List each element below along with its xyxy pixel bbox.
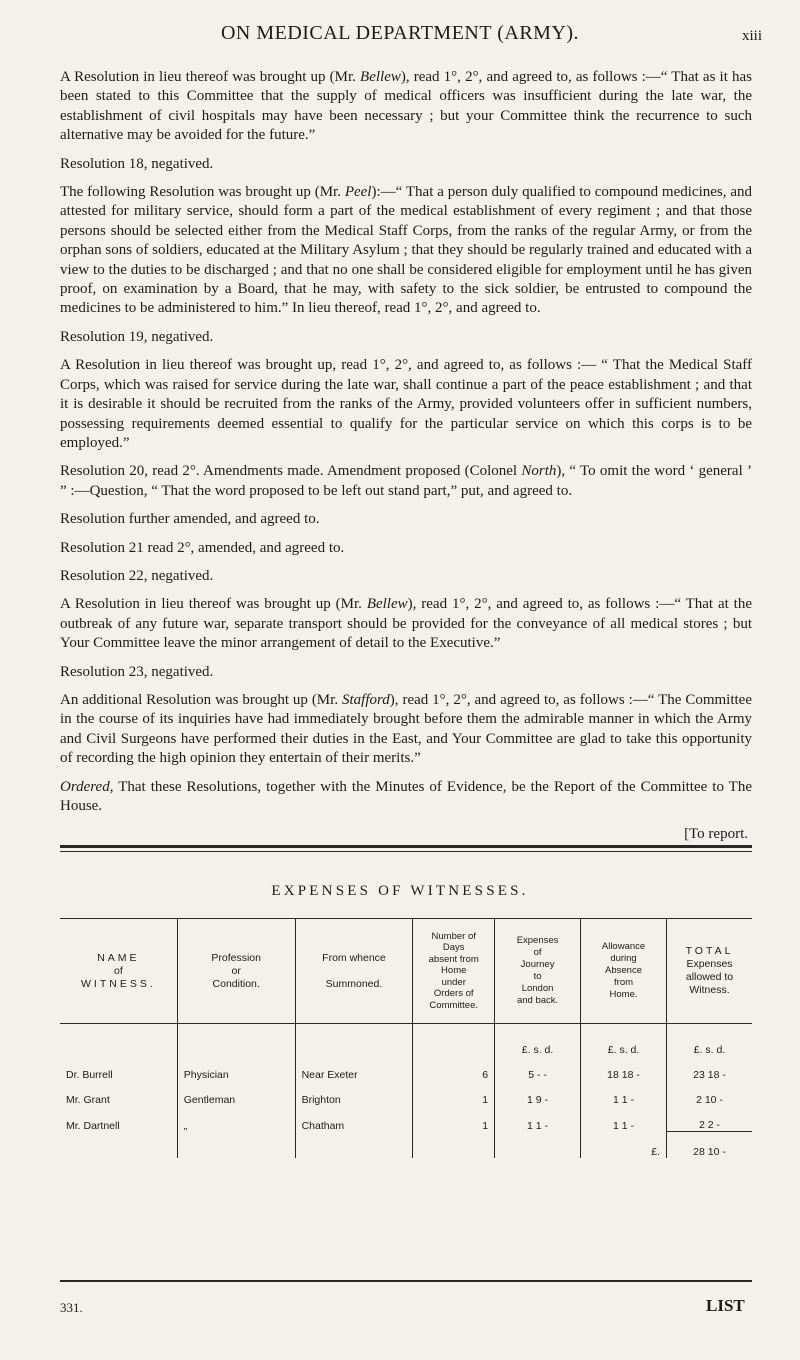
paragraph-peel-compounder: The following Resolution was brought up (Mr. Peel):—“ That a person duly qualified to compound medicines, and attested for military service, should form a part of the medical establishment of every regiment ; and that those persons should be selected either from the Medical Staff Corps, from the ranks of the regular Army, or from the orphan sons of soldiers, educated at the Military Asylum ; that they should be regularly trained and educated with a view to the duties to be discharged ; and that no one shall be considered eligible for employment until he has given proof, on examination by a Board, that he may, with safety to the sick soldier, be entrusted to compound the medicines to be administered to him.” In lieu thereof, read 1°, 2°, and agreed to. [60,184,752,317]
witness-row [60,1056,752,1081]
resolution-23: Resolution 23, negatived. [60,663,214,680]
header-name: NAME of WITNESS. [60,919,177,1024]
witness-from: Chatham [295,1106,413,1132]
witness-allowance: 1 1 - [581,1106,667,1132]
resolution-18: Resolution 18, negatived. [60,155,214,172]
catchword: LIST [706,1296,745,1315]
header-journey-expenses: Expenses of Journey to London and back. [495,919,581,1024]
page-number: xiii [742,28,763,44]
paragraph-bellew-transport: A Resolution in lieu thereof was brought up (Mr. Bellew), read 1°, 2°, and agreed to, as follows :—“ That at the outbreak of any future war, separate transport should be provided for the conveyance of all medical stores ; but Your Committee leave the minor arrangement of detail to the Executive.” [60,596,752,652]
paragraph-resolution-20: Resolution 20, read 2°. Amendments made. Amendment proposed (Colonel North), “ To omit the word ‘ general ’ ” :—Question, “ That the word proposed to be left out stand part,” put, and agreed to. [60,463,753,499]
witness-name: Mr. Dartnell [66,1119,120,1132]
witness-name: Mr. Grant [66,1094,110,1106]
total-row [60,1132,752,1159]
resolution-19: Resolution 19, negatived. [60,328,214,345]
total-label: £. [581,1132,667,1159]
minutes-text [60,68,752,845]
section-rule-thick [60,845,752,848]
signature-mark: 331. [60,1300,83,1315]
units-total: £. s. d. [667,1024,752,1057]
paragraph-stafford-commendation: An additional Resolution was brought up (Mr. Stafford), read 1°, 2°, and agreed to, as follows :—“ The Committee in the course of its inquiries have had immediately brought before them the admirable manner in which the Army and Civil Surgeons have performed their duties in the East, and Your Committee are glad to take this opportunity of recording the high opinion they entertain of their merits.” [60,691,752,767]
resolution-21: Resolution 21 read 2°, amended, and agreed to. [60,539,345,556]
running-head: ON MEDICAL DEPARTMENT (ARMY). [220,22,580,44]
witness-name: Dr. Burrell [66,1069,113,1081]
paragraph-ordered: Ordered, That these Resolutions, together with the Minutes of Evidence, be the Report of the Committee to The House. [60,778,752,814]
witness-from: Near Exeter [295,1056,413,1081]
resolution-22: Resolution 22, negatived. [60,567,214,584]
witness-days: 1 [413,1106,495,1132]
witness-total: 2 2 - [667,1106,752,1132]
paragraph-bellew-civil-hospitals: A Resolution in lieu thereof was brought up (Mr. Bellew), read 1°, 2°, and agreed to, as follows :—“ That as it has been stated to this Committee that the supply of medical officers was insufficient during the late war, the establishment of civil hospitals may have been necessary ; but your Committee think the recurrence to such alternative may be avoided for the future.” [60,69,752,144]
units-row [60,1024,752,1057]
witness-profession: Gentleman [177,1081,295,1106]
header-days-absent: Number of Days absent from Home under Orders of Committee. [413,919,495,1024]
expenses-title: EXPENSES OF WITNESSES. [271,883,529,899]
witness-journey: 1 1 - [495,1106,581,1132]
to-report-note: [To report. [684,826,748,843]
expenses-header-row [60,919,752,1024]
section-rule-thin [60,851,752,852]
witness-from: Brighton [295,1081,413,1106]
paragraph-medical-staff-corps: A Resolution in lieu thereof was brought up, read 1°, 2°, and agreed to, as follows :— “ That the Medical Staff Corps, which was raised for service during the late war, shall continue a part of the peace establishment ; and that it is desirable it should be recruited from the ranks of the Army, provided volunteers offer in sufficient numbers, possessing requirements deemed essential to qualify for the particular service on which this corps is to be employed.” [60,357,752,451]
witness-allowance: 18 18 - [581,1056,667,1081]
witness-profession: „ [177,1106,295,1132]
units-allowance: £. s. d. [581,1024,667,1057]
witness-days: 6 [413,1056,495,1081]
grand-total: 28 10 - [667,1132,752,1159]
resolution-further-amended: Resolution further amended, and agreed to. [60,511,320,528]
header-allowance: Allowance during Absence from Home. [581,919,667,1024]
units-journey: £. s. d. [495,1024,581,1057]
header-from-whence: From whence Summoned. [295,919,413,1024]
witness-total: 23 18 - [667,1056,752,1081]
witness-row [60,1106,752,1132]
witness-journey: 5 - - [495,1056,581,1081]
witness-journey: 1 9 - [495,1081,581,1106]
header-total: TOTAL Expenses allowed to Witness. [667,919,752,1024]
witness-profession: Physician [177,1056,295,1081]
bottom-rule [60,1280,752,1282]
witness-days: 1 [413,1081,495,1106]
header-profession: Profession or Condition. [177,919,295,1024]
witness-allowance: 1 1 - [581,1081,667,1106]
witness-total: 2 10 - [667,1081,752,1106]
witness-row [60,1081,752,1106]
expenses-table [60,918,752,1158]
